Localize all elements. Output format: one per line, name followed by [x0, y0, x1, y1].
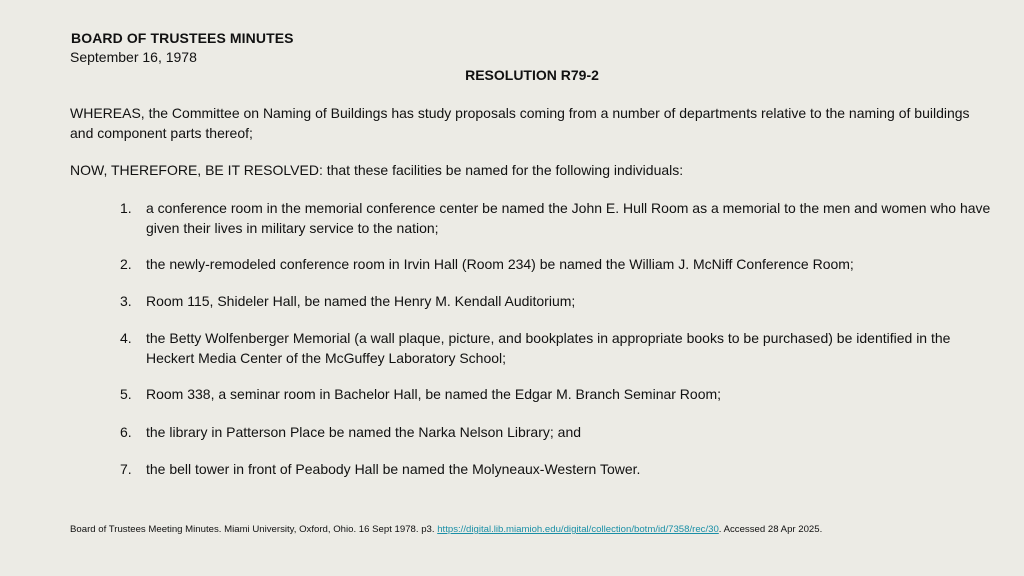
list-item-text: the Betty Wolfenberger Memorial (a wall plaque, picture, and bookplates in appropriate books to be purchased) be identified in the Heckert Media Center of the McGuffey Laboratory School; — [146, 330, 951, 366]
citation-suffix: . Accessed 28 Apr 2025. — [718, 524, 823, 535]
list-item-text: Room 338, a seminar room in Bachelor Hall, be named the Edgar M. Branch Seminar Room; — [146, 386, 722, 402]
list-item-text: the library in Patterson Place be named the Narka Nelson Library; and — [146, 424, 582, 440]
citation-prefix: Board of Trustees Meeting Minutes. Miami University, Oxford, Ohio. 16 Sept 1978. p3. — [70, 524, 438, 535]
citation — [70, 524, 822, 535]
list-item-number: 1. — [120, 200, 132, 216]
list-item-number: 6. — [120, 424, 132, 440]
list-item-text: the bell tower in front of Peabody Hall be named the Molyneaux-Western Tower. — [146, 461, 641, 477]
list-item-text: the newly-remodeled conference room in Irvin Hall (Room 234) be named the William J. McNiff Conference Room; — [146, 256, 854, 272]
resolved-paragraph: NOW, THEREFORE, BE IT RESOLVED: that these facilities be named for the following individuals: — [70, 162, 684, 178]
list-item-number: 5. — [120, 386, 132, 402]
resolution-title: RESOLUTION R79-2 — [465, 67, 599, 83]
list-item-text: a conference room in the memorial conference center be named the John E. Hull Room as a memorial to the men and women who have given their lives in military service to the nation; — [146, 200, 991, 236]
minutes-heading: BOARD OF TRUSTEES MINUTES — [71, 30, 294, 46]
list-item-text: Room 115, Shideler Hall, be named the Henry M. Kendall Auditorium; — [146, 293, 576, 309]
list-item-number: 3. — [120, 293, 132, 309]
list-item-number: 7. — [120, 461, 132, 477]
list-item-number: 4. — [120, 330, 132, 346]
citation-link[interactable]: https://digital.lib.miamioh.edu/digital/collection/botm/id/7358/rec/30 — [437, 524, 719, 535]
list-item-number: 2. — [120, 256, 132, 272]
minutes-date: September 16, 1978 — [70, 49, 197, 65]
whereas-paragraph: WHEREAS, the Committee on Naming of Buildings has study proposals coming from a number of departments relative to the naming of buildings and component parts thereof; — [70, 105, 970, 141]
